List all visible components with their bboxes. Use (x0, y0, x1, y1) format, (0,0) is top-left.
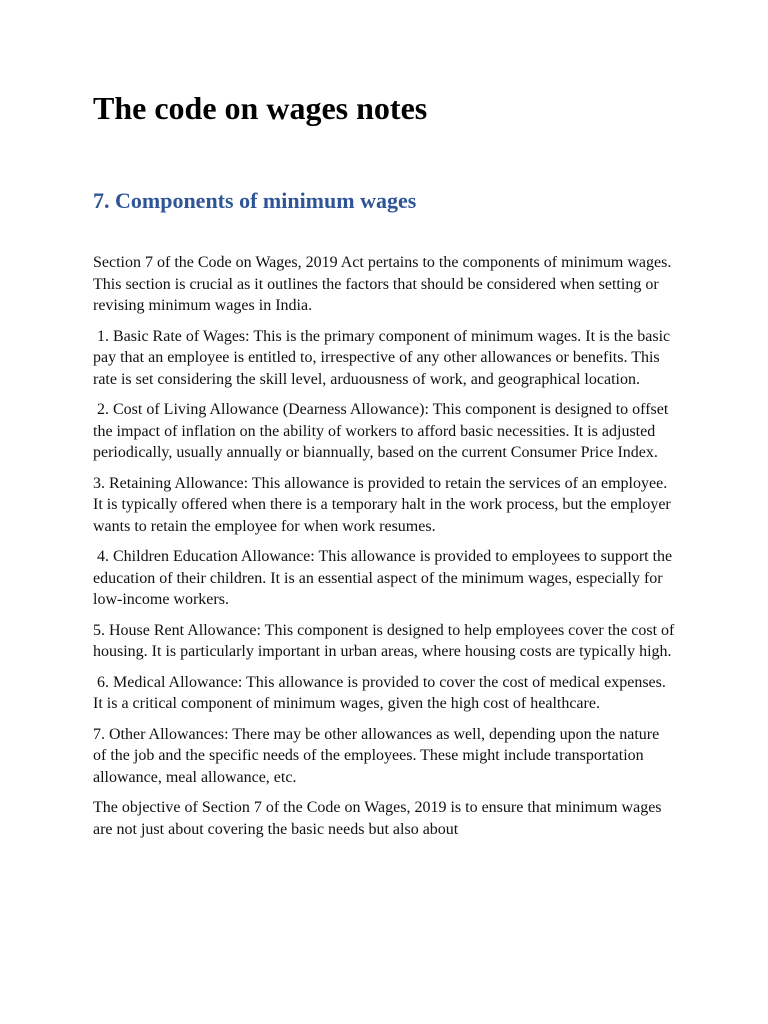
objective-paragraph: The objective of Section 7 of the Code on Wages, 2019 is to ensure that minimum wages are not just about covering the basic needs but also about (93, 799, 666, 838)
children-education-paragraph: 4. Children Education Allowance: This allowance is provided to employees to support the education of their children. It is an essential aspect of the minimum wages, especially for low-income workers. (93, 548, 677, 608)
intro-paragraph: Section 7 of the Code on Wages, 2019 Act pertains to the components of minimum wages. This section is crucial as it outlines the factors that should be considered when setting or revising minimum wages in India. (93, 254, 676, 314)
document-title: The code on wages notes (93, 90, 428, 126)
other-allowances-paragraph: 7. Other Allowances: There may be other allowances as well, depending upon the nature of the job and the specific needs of the employees. These might include transportation allowance, meal allowance, etc. (93, 725, 664, 786)
section-heading: 7. Components of minimum wages (93, 188, 417, 213)
document-body (93, 252, 679, 840)
house-rent-paragraph: 5. House Rent Allowance: This component is designed to help employees cover the cost of housing. It is particularly important in urban areas, where housing costs are typically high. (93, 621, 679, 660)
cost-of-living-paragraph: 2. Cost of Living Allowance (Dearness Allowance): This component is designed to offset the impact of inflation on the ability of workers to afford basic necessities. It is adjusted periodically, usually annually or biannually, based on the current Consumer Price Index. (93, 401, 673, 461)
basic-rate-paragraph: 1. Basic Rate of Wages: This is the primary component of minimum wages. It is the basic pay that an employee is entitled to, irrespective of any other allowances or benefits. This rate is set considering the skill level, arduousness of work, and geographical location. (93, 327, 675, 388)
retaining-allowance-paragraph: 3. Retaining Allowance: This allowance is provided to retain the services of an employee. It is typically offered when there is a temporary halt in the work process, but the employer wants to retain the employee for when work resumes. (93, 474, 675, 535)
medical-allowance-paragraph: 6. Medical Allowance: This allowance is provided to cover the cost of medical expenses. It is a critical component of minimum wages, given the high cost of healthcare. (93, 673, 670, 712)
